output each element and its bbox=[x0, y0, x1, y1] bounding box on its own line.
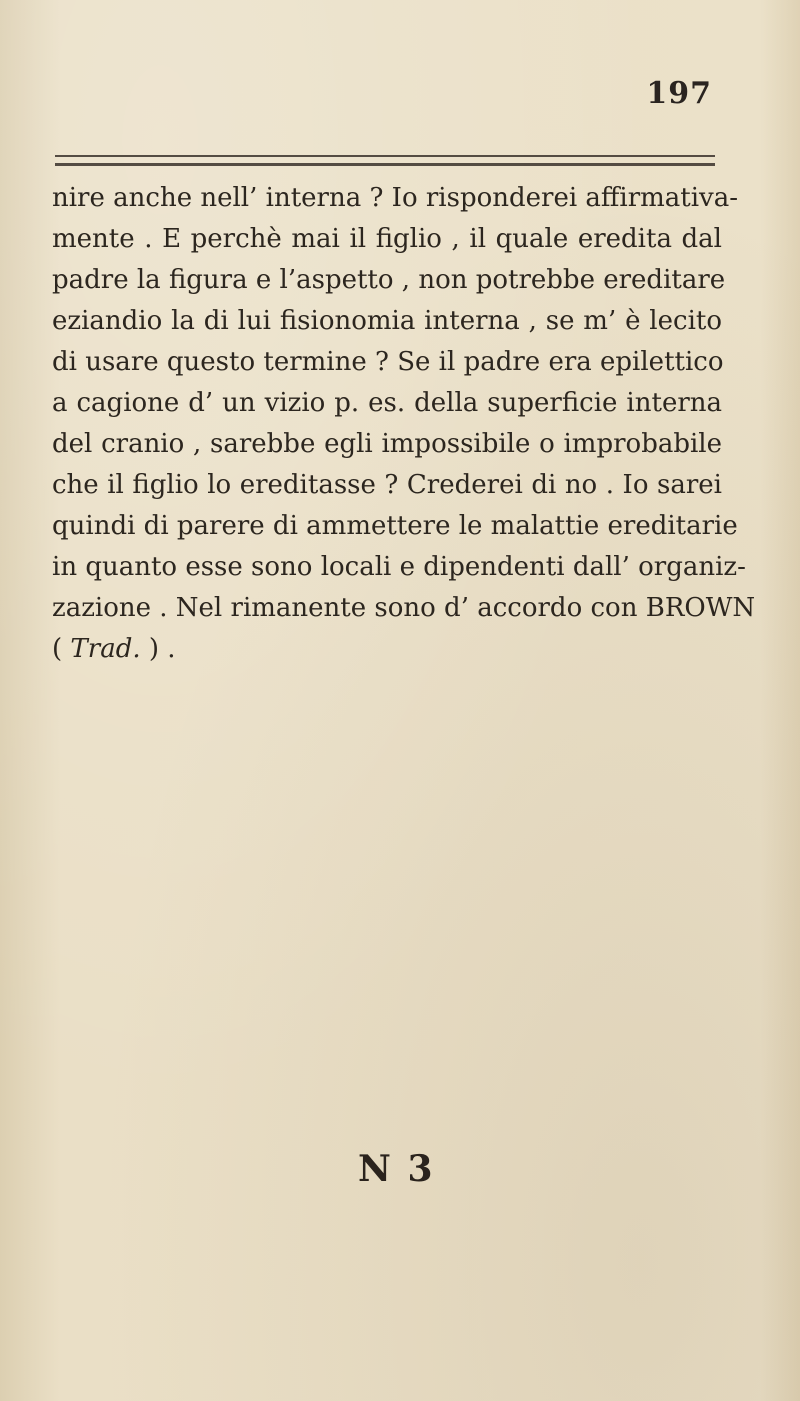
text-line: mente . E perchè mai il figlio , il quale eredita dal bbox=[52, 224, 722, 254]
page-number: 197 bbox=[646, 76, 712, 111]
attribution-open: ( bbox=[52, 634, 63, 664]
text-line: in quanto esse sono locali e dipendenti dall’ organiz- bbox=[52, 552, 746, 582]
text-line: zazione . Nel rimanente sono d’ accordo con BROWN bbox=[52, 593, 756, 623]
header-rule bbox=[55, 155, 715, 166]
body-text bbox=[52, 178, 756, 670]
attribution-close: ) . bbox=[148, 634, 176, 664]
text-line: quindi di parere di ammettere le malattie ereditarie bbox=[52, 511, 738, 541]
attribution-translator: Trad. bbox=[70, 634, 141, 664]
text-line: padre la figura e l’aspetto , non potrebbe ereditare bbox=[52, 265, 726, 295]
text-line: che il figlio lo ereditasse ? Crederei di no . Io sarei bbox=[52, 470, 722, 500]
signature-mark: N 3 bbox=[358, 1148, 435, 1190]
text-line: nire anche nell’ interna ? Io risponderei affirmativa- bbox=[52, 183, 739, 213]
text-line: di usare questo termine ? Se il padre era epilettico bbox=[52, 347, 724, 377]
text-line: eziandio la di lui fisionomia interna , se m’ è lecito bbox=[52, 306, 722, 336]
text-line: del cranio , sarebbe egli impossibile o improbabile bbox=[52, 429, 722, 459]
text-line: a cagione d’ un vizio p. es. della superficie interna bbox=[52, 388, 722, 418]
text-line-attribution bbox=[52, 629, 722, 670]
